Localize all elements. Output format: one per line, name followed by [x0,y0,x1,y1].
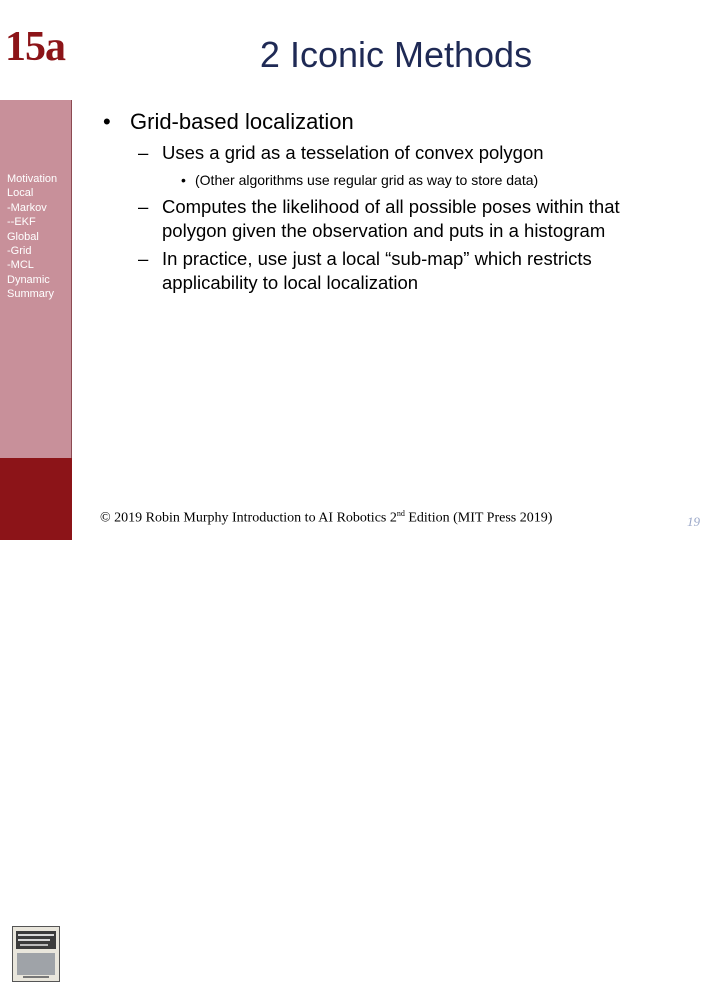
footer-superscript: nd [396,509,405,518]
sidebar-item-global: Global [7,230,39,243]
bullet-dot: • [103,109,111,134]
bullet-dot: • [181,172,186,188]
sidebar-item-grid: -Grid [7,245,32,258]
sidebar [0,100,72,460]
sidebar-item-local: Local [7,187,34,200]
bullet-text: Grid-based localization [130,109,354,134]
bullet-text-line2: polygon given the observation and puts in a histogram [162,220,606,241]
bullet-dash: – [138,142,149,163]
page-number: 19 [687,514,700,529]
bullet-dash: – [138,196,149,217]
sidebar-item-mcl: -MCL [7,259,34,272]
bullet-text-line2: applicability to local localization [162,272,419,293]
book-cover-image [12,926,60,982]
sidebar-item-motivation: Motivation [7,173,58,185]
bullet-text: (Other algorithms use regular grid as way to store data) [195,172,539,188]
footer-text-post: Edition (MIT Press 2019) [404,510,553,526]
sidebar-item-summary: Summary [7,288,55,301]
chapter-label: 15a [5,24,65,70]
bullet-text-line1: In practice, use just a local “sub-map” which restricts [162,248,592,269]
sidebar-outline [7,172,57,302]
footer-text-pre: © 2019 Robin Murphy Introduction to AI Robotics 2 [100,510,397,526]
sidebar-footer [0,458,72,540]
sidebar-item-markov: -Markov [7,201,47,214]
bullet-text-line1: Computes the likelihood of all possible poses within that [162,196,620,217]
sidebar-item-ekf: --EKF [7,216,36,229]
slide-title: 2 Iconic Methods [259,34,533,75]
copyright-footer [100,509,552,527]
sidebar-header [0,0,72,100]
bullet-dash: – [138,248,149,269]
sidebar-item-dynamic: Dynamic [7,273,50,286]
bullet-text: Uses a grid as a tesselation of convex polygon [162,142,544,163]
